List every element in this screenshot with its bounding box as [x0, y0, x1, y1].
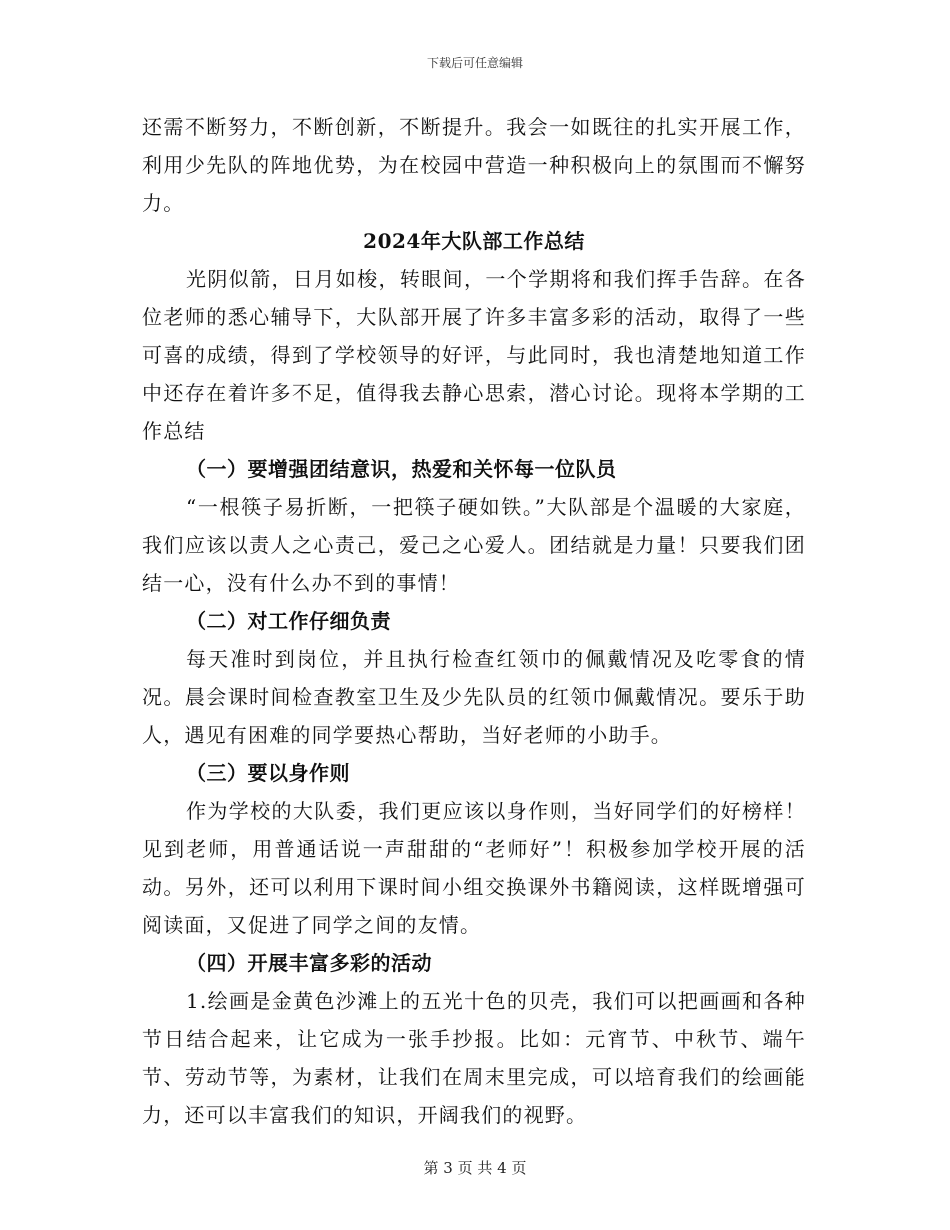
- section-paragraph-3: 作为学校的大队委，我们更应该以身作则，当好同学们的好榜样！见到老师，用普通话说一声甜甜的“老师好”！积极参加学校开展的活动。另外，还可以利用下课时间小组交换课外书籍阅读，这样既增强可阅读面，又促进了同学之间的友情。: [142, 799, 806, 937]
- section-heading-4: （四）开展丰富多彩的活动: [186, 951, 432, 975]
- section-paragraph-2: 每天准时到岗位，并且执行检查红领巾的佩戴情况及吃零食的情况。晨会课时间检查教室卫生及少先队员的红领巾佩戴情况。要乐于助人，遇见有困难的同学要热心帮助，当好老师的小助手。: [142, 647, 806, 747]
- section-paragraph-4: 1.绘画是金黄色沙滩上的五光十色的贝壳，我们可以把画画和各种节日结合起来，让它成为一张手抄报。比如：元宵节、中秋节、端午节、劳动节等，为素材，让我们在周末里完成，可以培育我们的绘画能力，还可以丰富我们的知识，开阔我们的视野。: [142, 989, 806, 1127]
- page-number: 第 3 页 共 4 页: [423, 1159, 527, 1177]
- section-heading-1: （一）要增强团结意识，热爱和关怀每一位队员: [186, 457, 617, 481]
- header-note: 下载后可任意编辑: [426, 56, 523, 70]
- opening-paragraph: 光阴似箭，日月如梭，转眼间，一个学期将和我们挥手告辞。在各位老师的悉心辅导下，大队部开展了许多丰富多彩的活动，取得了一些可喜的成绩，得到了学校领导的好评，与此同时，我也清楚地知道工作中还存在着许多不足，值得我去静心思索，潜心讨论。现将本学期的工作总结: [142, 267, 806, 443]
- document-title: 2024年大队部工作总结: [363, 229, 585, 253]
- intro-paragraph: 还需不断努力，不断创新，不断提升。我会一如既往的扎实开展工作，利用少先队的阵地优势，为在校园中营造一种积极向上的氛围而不懈努力。: [142, 115, 806, 215]
- section-heading-2: （二）对工作仔细负责: [186, 609, 391, 633]
- document-body: [142, 108, 806, 1134]
- section-paragraph-1: “一根筷子易折断，一把筷子硬如铁。”大队部是个温暖的大家庭，我们应该以责人之心责己，爱己之心爱人。团结就是力量！只要我们团结一心，没有什么办不到的事情！: [142, 495, 806, 595]
- section-heading-3: （三）要以身作则: [186, 761, 350, 785]
